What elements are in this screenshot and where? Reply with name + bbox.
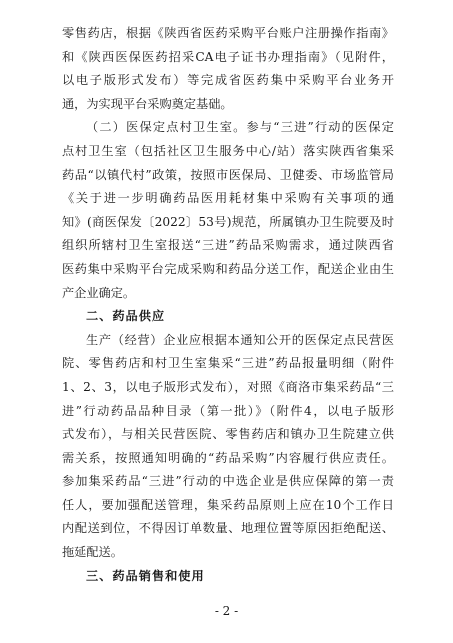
text-line: 医药集中采购平台完成采购和药品分送工作，配送企业由生 (62, 261, 394, 276)
document-body (62, 22, 394, 588)
subsection-line: （二）医保定点村卫生室。参与“三进”行动的医保定 (86, 120, 394, 135)
text-line: 产企业确定。 (62, 285, 136, 300)
text-line: 进”行动药品品种目录（第一批）》（附件4，以电子版形 (62, 403, 394, 418)
section-heading-supply: 二、药品供应 (86, 309, 166, 324)
text-line: 点村卫生室（包括社区卫生服务中心/站）落实陕西省集采 (62, 143, 394, 158)
text-line: 参加集采药品“三进”行动的中选企业是供应保障的第一责 (62, 474, 394, 489)
text-line: 任人，要加强配送管理，集采药品原则上应在10个工作日 (62, 497, 394, 512)
text-line: 知》(商医保发〔2022〕53号)规范，所属镇办卫生院要及时 (62, 214, 394, 229)
text-line: 通，为实现平台采购奠定基础。 (62, 96, 233, 111)
text-line: 和《陕西医保医药招采CA电子证书办理指南》（见附件， (62, 49, 394, 64)
text-line: 式发布），与相关民营医院、零售药店和镇办卫生院建立供 (62, 427, 394, 442)
text-line: 内配送到位，不得因订单数量、地理位置等原因拒绝配送、 (62, 521, 394, 536)
text-line: 需关系，按照通知明确的“药品采购”内容履行供应责任。 (62, 450, 394, 465)
text-line: 拖延配送。 (62, 545, 123, 560)
text-line: 生产（经营）企业应根据本通知公开的医保定点民营医 (86, 332, 394, 347)
text-line: 《关于进一步明确药品医用耗材集中采购有关事项的通 (62, 191, 394, 206)
text-line: 组织所辖村卫生室报送“三进”药品采购需求，通过陕西省 (62, 238, 394, 253)
text-line: 1、2、3，以电子版形式发布），对照《商洛市集采药品“三 (62, 379, 394, 394)
text-line: 以电子版形式发布）等完成省医药集中采购平台业务开 (62, 73, 394, 88)
text-line: 药品“以镇代村”政策，按照市医保局、卫健委、市场监管局 (62, 167, 394, 182)
text-line: 院、零售药店和村卫生室集采“三进”药品报量明细（附件 (62, 356, 394, 371)
page-number: - 2 - (214, 604, 239, 618)
section-heading-sales-use: 三、药品销售和使用 (86, 568, 205, 583)
text-line: 零售药店，根据《陕西省医药采购平台账户注册操作指南》 (62, 26, 394, 40)
